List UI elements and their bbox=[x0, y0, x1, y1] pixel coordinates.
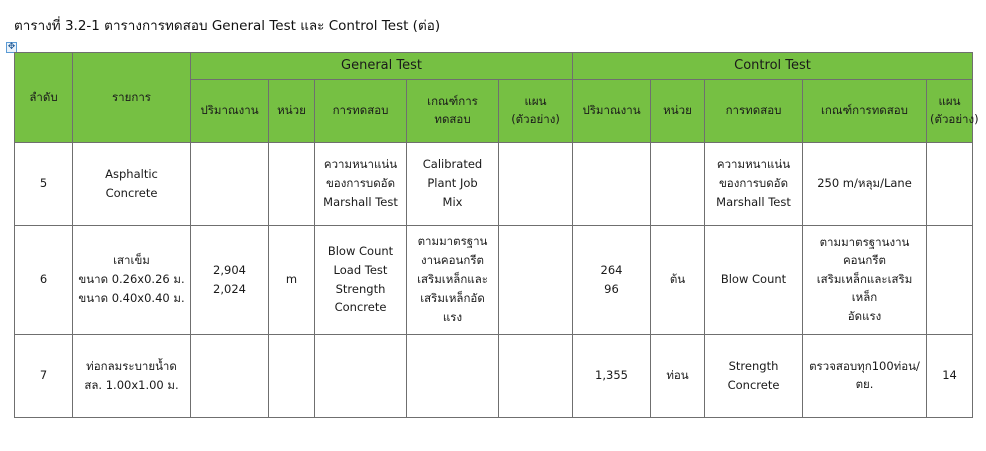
cell-line: Concrete bbox=[334, 300, 387, 315]
header-control-quantity: ปริมาณงาน bbox=[573, 80, 651, 143]
header-general-criteria-line1: เกณฑ์การ bbox=[427, 94, 478, 109]
cell-line: m bbox=[285, 272, 298, 287]
header-general-plan-line1: แผน bbox=[524, 94, 547, 109]
header-general-test: General Test bbox=[191, 53, 573, 80]
cell-general-test bbox=[315, 143, 407, 226]
table-body bbox=[15, 143, 973, 418]
cell-general-unit bbox=[269, 143, 315, 226]
cell-line: Calibrated bbox=[422, 157, 483, 172]
table-row bbox=[15, 226, 973, 335]
header-control-criteria: เกณฑ์การทดสอบ bbox=[803, 80, 927, 143]
header-general-test-method: การทดสอบ bbox=[315, 80, 407, 143]
cell-line: Concrete bbox=[727, 377, 780, 392]
cell-line: เสริมเหล็กและเสริมเหล็ก bbox=[816, 272, 913, 304]
table-header bbox=[15, 53, 979, 143]
cell-general-plan bbox=[499, 226, 573, 335]
cell-general-criteria bbox=[407, 143, 499, 226]
header-general-criteria bbox=[407, 80, 499, 143]
cell-line: Marshall Test bbox=[716, 194, 791, 209]
test-table-container bbox=[14, 52, 979, 418]
cell-line: Marshall Test bbox=[323, 194, 398, 209]
cell-line: สล. 1.00x1.00 ม. bbox=[84, 377, 179, 392]
cell-line: Blow Count bbox=[327, 243, 394, 258]
cell-line: ความหนาแน่น bbox=[716, 157, 791, 172]
cell-line: Plant Job bbox=[427, 176, 478, 191]
cell-control-unit bbox=[651, 335, 705, 418]
cell-control-plan bbox=[927, 335, 973, 418]
cell-line: Load Test bbox=[333, 262, 388, 277]
cell-line: ตรวจสอบทุก100ท่อน/ตย. bbox=[809, 359, 920, 391]
cell-general-plan bbox=[499, 335, 573, 418]
header-item: รายการ bbox=[73, 53, 191, 143]
cell-line: ท่อน bbox=[666, 368, 689, 383]
cell-control-quantity bbox=[573, 335, 651, 418]
cell-line: 96 bbox=[604, 281, 619, 296]
cell-line: ตามมาตรฐานงานคอนกรีต bbox=[819, 235, 910, 268]
header-control-plan-line1: แผน bbox=[938, 94, 961, 109]
cell-control-criteria bbox=[803, 335, 927, 418]
cell-line: เสาเข็ม bbox=[113, 253, 150, 268]
cell-general-test bbox=[315, 335, 407, 418]
cell-general-plan bbox=[499, 143, 573, 226]
header-general-quantity: ปริมาณงาน bbox=[191, 80, 269, 143]
cell-control-unit bbox=[651, 226, 705, 335]
cell-control-quantity bbox=[573, 226, 651, 335]
cell-line: อัดแรง bbox=[847, 308, 882, 323]
cell-control-test bbox=[705, 335, 803, 418]
cell-item bbox=[73, 226, 191, 335]
cell-line: 1,355 bbox=[595, 368, 628, 383]
cell-line: 264 bbox=[600, 262, 623, 277]
cell-line: Strength bbox=[728, 358, 779, 373]
cell-line: เสริมเหล็กและ bbox=[417, 272, 488, 287]
cell-general-criteria bbox=[407, 335, 499, 418]
header-control-test-method: การทดสอบ bbox=[705, 80, 803, 143]
cell-general-unit bbox=[269, 226, 315, 335]
cell-line: ตามมาตรฐาน bbox=[417, 234, 488, 249]
header-general-unit: หน่วย bbox=[269, 80, 315, 143]
cell-line: ความหนาแน่น bbox=[323, 157, 398, 172]
cell-line: ของการบดอัด bbox=[718, 176, 789, 191]
cell-control-test bbox=[705, 226, 803, 335]
header-general-criteria-line2: ทดสอบ bbox=[434, 112, 471, 126]
cell-general-unit bbox=[269, 335, 315, 418]
cell-line: Concrete bbox=[105, 185, 158, 200]
cell-general-quantity bbox=[191, 335, 269, 418]
cell-line: Blow Count bbox=[720, 272, 787, 287]
cell-control-plan bbox=[927, 143, 973, 226]
cell-item bbox=[73, 335, 191, 418]
header-index: ลำดับ bbox=[15, 53, 73, 143]
cell-line: Mix bbox=[442, 194, 463, 209]
cell-line: 2,024 bbox=[213, 281, 246, 296]
cell-line: 14 bbox=[942, 368, 957, 383]
page-title: ตารางที่ 3.2-1 ตารางการทดสอบ General Test และ Control Test (ต่อ) bbox=[14, 18, 441, 34]
cell-item bbox=[73, 143, 191, 226]
cell-general-quantity bbox=[191, 143, 269, 226]
cell-line: 250 m/หลุม/Lane bbox=[817, 176, 912, 191]
cell-index: 6 bbox=[15, 226, 73, 335]
cell-general-criteria bbox=[407, 226, 499, 335]
header-control-plan bbox=[927, 80, 979, 143]
cell-control-criteria bbox=[803, 143, 927, 226]
table-move-handle-icon[interactable]: ✥ bbox=[7, 42, 16, 52]
cell-control-unit bbox=[651, 143, 705, 226]
header-control-plan-line2: (ตัวอย่าง) bbox=[930, 112, 979, 126]
test-schedule-table bbox=[14, 52, 979, 418]
cell-line: แรง bbox=[442, 309, 463, 324]
cell-control-criteria bbox=[803, 226, 927, 335]
cell-control-quantity bbox=[573, 143, 651, 226]
cell-index: 7 bbox=[15, 335, 73, 418]
table-row bbox=[15, 335, 973, 418]
cell-control-test bbox=[705, 143, 803, 226]
cell-line: ท่อกลมระบายน้ำด bbox=[86, 358, 177, 373]
header-general-plan bbox=[499, 80, 573, 143]
header-control-unit: หน่วย bbox=[651, 80, 705, 143]
header-general-plan-line2: (ตัวอย่าง) bbox=[511, 112, 560, 126]
cell-line: งานคอนกรีต bbox=[420, 253, 484, 268]
cell-general-test bbox=[315, 226, 407, 335]
cell-line: ต้น bbox=[669, 272, 686, 287]
cell-line: Strength bbox=[335, 281, 386, 296]
cell-line: 2,904 bbox=[213, 262, 246, 277]
cell-line: ขนาด 0.26x0.26 ม. bbox=[78, 272, 185, 287]
cell-line: ของการบดอัด bbox=[325, 176, 396, 191]
header-row-groups bbox=[15, 53, 973, 80]
cell-line: ขนาด 0.40x0.40 ม. bbox=[78, 290, 185, 305]
cell-general-quantity bbox=[191, 226, 269, 335]
cell-control-plan bbox=[927, 226, 973, 335]
cell-index: 5 bbox=[15, 143, 73, 226]
cell-line: เสริมเหล็กอัด bbox=[420, 290, 485, 305]
table-row bbox=[15, 143, 973, 226]
header-control-test: Control Test bbox=[573, 53, 973, 80]
cell-line: Asphaltic bbox=[105, 166, 158, 181]
